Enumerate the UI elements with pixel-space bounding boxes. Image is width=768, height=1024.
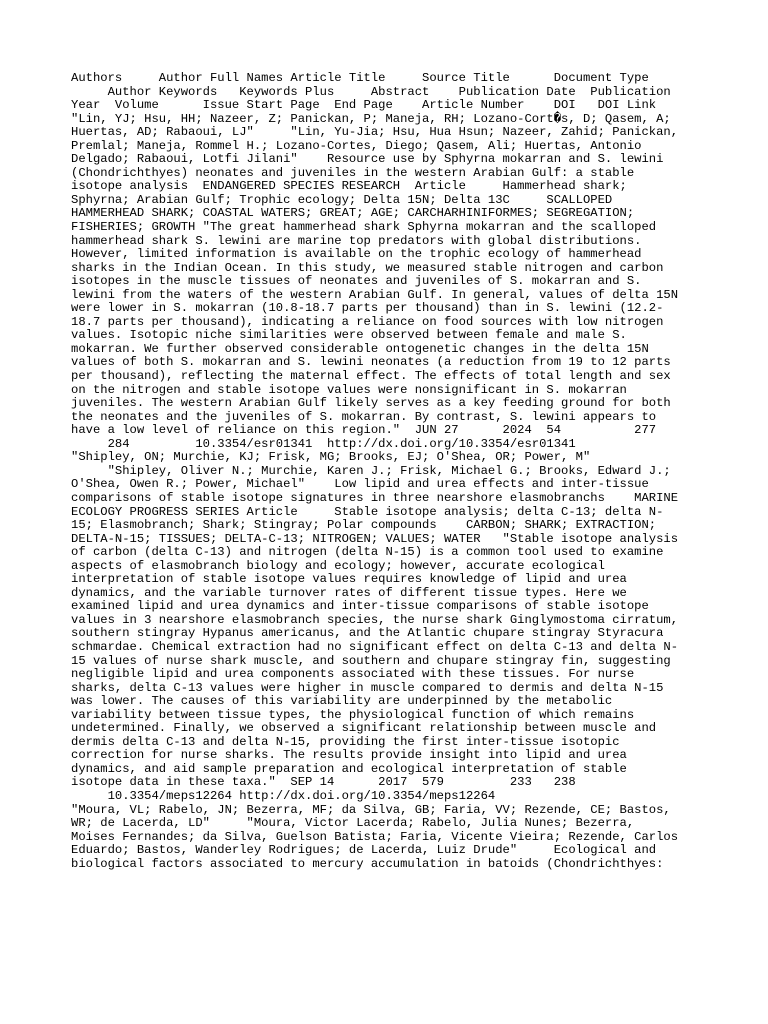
text-line: "Shipley, Oliver N.; Murchie, Karen J.; Frisk, Michael G.; Brooks, Edward J.; xyxy=(71,463,671,478)
text-line: examined lipid and urea dynamics and inter-tissue comparisons of stable isotope xyxy=(71,599,649,614)
text-line: comparisons of stable isotope signatures in three nearshore elasmobranchs MARINE xyxy=(71,490,679,505)
text-line: sharks in the Indian Ocean. In this study, we measured stable nitrogen and carbon xyxy=(71,260,664,275)
text-line: O'Shea, Owen R.; Power, Michael" Low lipid and urea effects and inter-tissue xyxy=(71,477,649,492)
text-line: schmardae. Chemical extraction had no significant effect on delta C-13 and delta N- xyxy=(71,639,679,654)
text-line: Sphyrna; Arabian Gulf; Trophic ecology; Delta 15N; Delta 13C SCALLOPED xyxy=(71,192,613,207)
text-line: WR; de Lacerda, LD" "Moura, Victor Lacerda; Rabelo, Julia Nunes; Bezerra, xyxy=(71,816,635,831)
text-line: lewini from the waters of the western Arabian Gulf. In general, values of delta 15N xyxy=(71,287,679,302)
text-line: per thousand), reflecting the maternal effect. The effects of total length and sex xyxy=(71,369,671,384)
text-line: FISHERIES; GROWTH "The great hammerhead shark Sphyrna mokarran and the scalloped xyxy=(71,220,657,235)
text-line: DELTA-N-15; TISSUES; DELTA-C-13; NITROGEN; VALUES; WATER "Stable isotope analysis xyxy=(71,531,679,546)
text-line: biological factors associated to mercury accumulation in batoids (Chondrichthyes: xyxy=(71,856,664,871)
text-line: ECOLOGY PROGRESS SERIES Article Stable isotope analysis; delta C-13; delta N- xyxy=(71,504,664,519)
text-line: values in 3 nearshore elasmobranch species, the nurse shark Ginglymostoma cirratum, xyxy=(71,612,679,627)
text-line: "Moura, VL; Rabelo, JN; Bezerra, MF; da Silva, GB; Faria, VV; Rezende, CE; Bastos, xyxy=(71,802,671,817)
text-line: mokarran. We further observed considerable ontogenetic changes in the delta 15N xyxy=(71,341,649,356)
text-line: hammerhead shark S. lewini are marine top predators with global distributions. xyxy=(71,233,642,248)
text-line: interpretation of stable isotope values requires knowledge of lipid and urea xyxy=(71,572,627,587)
text-line: 15 values of nurse shark muscle, and southern and chupare stingray fin, suggesting xyxy=(71,653,671,668)
text-line: correction for nurse sharks. The results provide insight into lipid and urea xyxy=(71,748,627,763)
text-line: 10.3354/meps12264 http://dx.doi.org/10.3354/meps12264 xyxy=(71,788,496,803)
text-line: the neonates and the juveniles of S. mokarran. By contrast, S. lewini appears to xyxy=(71,409,657,424)
text-line: However, limited information is available on the trophic ecology of hammerhead xyxy=(71,247,642,262)
text-line: values of both S. mokarran and S. lewini neonates (a reduction from 19 to 12 parts xyxy=(71,355,671,370)
text-line: sharks, delta C-13 values were higher in muscle compared to dermis and delta N-15 xyxy=(71,680,664,695)
text-line: (Chondrichthyes) neonates and juveniles in the western Arabian Gulf: a stable xyxy=(71,165,635,180)
text-line: isotope analysis ENDANGERED SPECIES RESEARCH Article Hammerhead shark; xyxy=(71,179,627,194)
text-line: Year Volume Issue Start Page End Page Article Number DOI DOI Link xyxy=(71,98,657,113)
text-line: undetermined. Finally, we observed a significant relationship between muscle and xyxy=(71,721,657,736)
text-line: aspects of elasmobranch biology and ecology; however, accurate ecological xyxy=(71,558,605,573)
text-line: dermis delta C-13 and delta N-15, providing the first inter-tissue isotopic xyxy=(71,734,620,749)
text-line: 18.7 parts per thousand), indicating a reliance on food sources with low nitrogen xyxy=(71,314,664,329)
text-line: Eduardo; Bastos, Wanderley Rodrigues; de Lacerda, Luiz Drude" Ecological and xyxy=(71,843,657,858)
text-line: was lower. The causes of this variability are underpinned by the metabolic xyxy=(71,694,613,709)
text-line: isotope data in these taxa." SEP 14 2017 579 233 238 xyxy=(71,775,576,790)
text-line: Premlal; Maneja, Rommel H.; Lozano-Cortes, Diego; Qasem, Ali; Huertas, Antonio xyxy=(71,138,642,153)
text-line xyxy=(71,871,711,885)
text-line: HAMMERHEAD SHARK; COASTAL WATERS; GREAT; AGE; CARCHARHINIFORMES; SEGREGATION; xyxy=(71,206,635,221)
text-line: of carbon (delta C-13) and nitrogen (delta N-15) is a common tool used to examine xyxy=(71,545,664,560)
text-line: have a low level of reliance on this region." JUN 27 2024 54 277 xyxy=(71,423,657,438)
text-line: Delgado; Rabaoui, Lotfi Jilani" Resource use by Sphyrna mokarran and S. lewini xyxy=(71,152,664,167)
text-line: southern stingray Hypanus americanus, and the Atlantic chupare stingray Styracura xyxy=(71,626,664,641)
text-line: variability between tissue types, the physiological function of which remains xyxy=(71,707,635,722)
text-line: isotopes in the muscle tissues of neonates and juveniles of S. mokarran and S. xyxy=(71,274,642,289)
text-line: negligible lipid and urea components associated with these tissues. For nurse xyxy=(71,667,635,682)
text-line: "Lin, YJ; Hsu, HH; Nazeer, Z; Panickan, P; Maneja, RH; Lozano-Cort�s, D; Qasem, A; xyxy=(71,111,671,126)
text-line: Authors Author Full Names Article Title Source Title Document Type xyxy=(71,71,649,85)
text-line: Huertas, AD; Rabaoui, LJ" "Lin, Yu-Jia; Hsu, Hua Hsun; Nazeer, Zahid; Panickan, xyxy=(71,125,679,140)
text-line: were lower in S. mokarran (10.8-18.7 parts per thousand) than in S. lewini (12.2- xyxy=(71,301,664,316)
text-line: 15; Elasmobranch; Shark; Stingray; Polar compounds CARBON; SHARK; EXTRACTION; xyxy=(71,518,657,533)
text-line: dynamics, and aid sample preparation and ecological interpretation of stable xyxy=(71,761,627,776)
document-text xyxy=(71,72,711,885)
text-line: values. Isotopic niche similarities were observed between female and male S. xyxy=(71,328,627,343)
text-line: dynamics, and the variable turnover rates of different tissue types. Here we xyxy=(71,585,627,600)
text-line: "Shipley, ON; Murchie, KJ; Frisk, MG; Brooks, EJ; O'Shea, OR; Power, M" xyxy=(71,450,591,465)
text-line: Author Keywords Keywords Plus Abstract Publication Date Publication xyxy=(71,84,671,99)
text-line: on the nitrogen and stable isotope values were nonsignificant in S. mokarran xyxy=(71,382,627,397)
text-line: Moises Fernandes; da Silva, Guelson Batista; Faria, Vicente Vieira; Rezende, Carlos xyxy=(71,829,679,844)
text-line: juveniles. The western Arabian Gulf likely serves as a key feeding ground for both xyxy=(71,396,671,411)
text-line: 284 10.3354/esr01341 http://dx.doi.org/10.3354/esr01341 xyxy=(71,436,576,451)
